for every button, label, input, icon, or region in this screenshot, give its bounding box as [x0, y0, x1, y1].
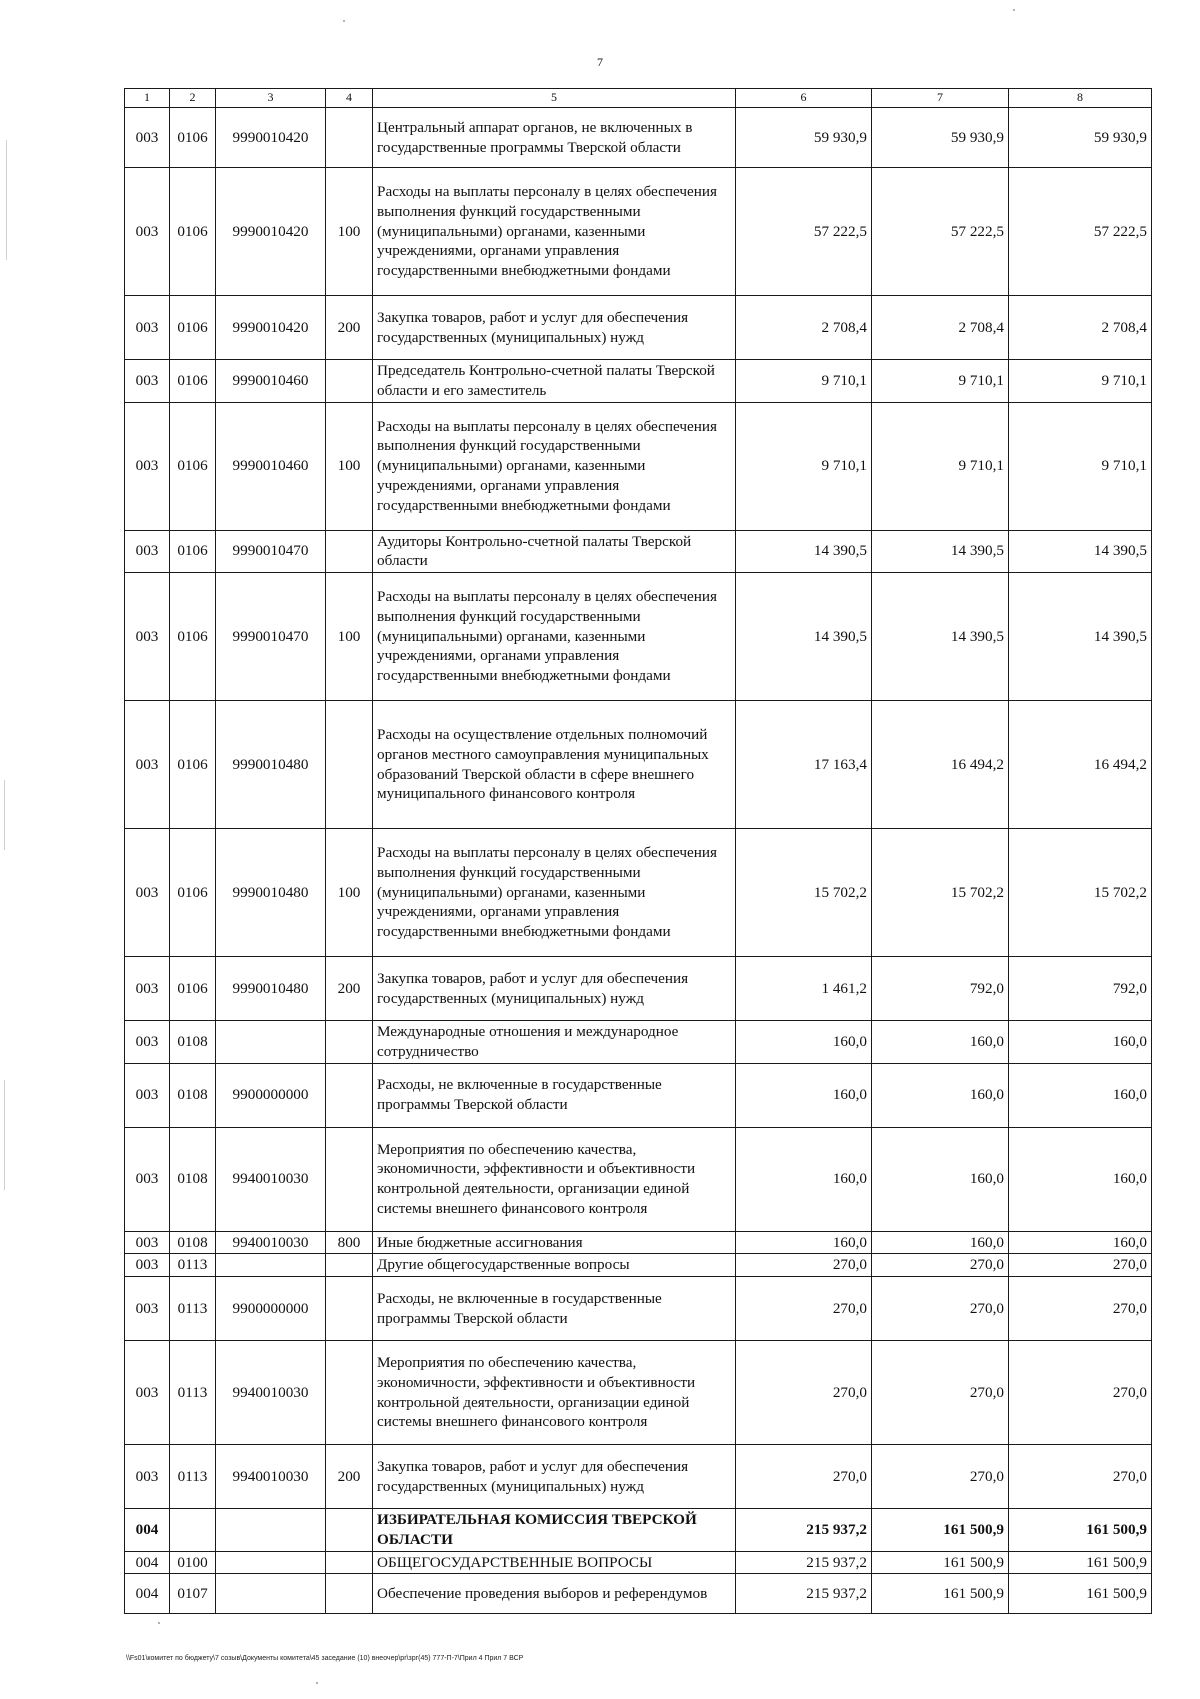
amount-col7-cell: 270,0	[872, 1341, 1009, 1445]
description-cell: Центральный аппарат органов, не включенных в государственные программы Тверской области	[373, 108, 736, 168]
amount-col8-cell: 160,0	[1009, 1127, 1152, 1231]
section-code-cell: 0106	[170, 402, 216, 530]
expense-type-cell	[326, 108, 373, 168]
chapter-code-cell: 003	[125, 1231, 170, 1254]
amount-col7-cell: 9 710,1	[872, 360, 1009, 403]
amount-col8-cell: 792,0	[1009, 957, 1152, 1021]
amount-col8-cell: 161 500,9	[1009, 1574, 1152, 1614]
section-code-cell: 0106	[170, 957, 216, 1021]
table-row	[125, 1551, 1152, 1574]
target-article-cell: 9990010460	[216, 360, 326, 403]
amount-col7-cell: 161 500,9	[872, 1574, 1009, 1614]
amount-col6-cell: 270,0	[736, 1445, 872, 1509]
amount-col7-cell: 270,0	[872, 1277, 1009, 1341]
column-number: 6	[736, 89, 872, 108]
target-article-cell: 9990010480	[216, 829, 326, 957]
amount-col6-cell: 9 710,1	[736, 402, 872, 530]
amount-col6-cell: 14 390,5	[736, 530, 872, 573]
expense-type-cell	[326, 360, 373, 403]
description-cell: ИЗБИРАТЕЛЬНАЯ КОМИССИЯ ТВЕРСКОЙ ОБЛАСТИ	[373, 1509, 736, 1552]
target-article-cell: 9990010480	[216, 957, 326, 1021]
expense-type-cell	[326, 1277, 373, 1341]
chapter-code-cell: 003	[125, 573, 170, 701]
section-code-cell: 0108	[170, 1063, 216, 1127]
chapter-code-cell: 003	[125, 1254, 170, 1277]
chapter-code-cell: 003	[125, 957, 170, 1021]
expense-type-cell	[326, 1021, 373, 1064]
column-number: 8	[1009, 89, 1152, 108]
description-cell: Расходы на выплаты персоналу в целях обеспечения выполнения функций государственными (муниципальными) органами, казенными учреждениями, органами управления государственными внебюджетными фондами	[373, 168, 736, 296]
amount-col6-cell: 15 702,2	[736, 829, 872, 957]
section-code-cell: 0107	[170, 1574, 216, 1614]
amount-col8-cell: 270,0	[1009, 1254, 1152, 1277]
description-cell: Закупка товаров, работ и услуг для обеспечения государственных (муниципальных) нужд	[373, 1445, 736, 1509]
chapter-code-cell: 004	[125, 1574, 170, 1614]
table-row	[125, 1021, 1152, 1064]
column-number: 5	[373, 89, 736, 108]
description-cell: Расходы, не включенные в государственные программы Тверской области	[373, 1277, 736, 1341]
scan-speck	[316, 1682, 318, 1684]
target-article-cell: 9990010460	[216, 402, 326, 530]
amount-col8-cell: 14 390,5	[1009, 530, 1152, 573]
amount-col6-cell: 215 937,2	[736, 1551, 872, 1574]
amount-col6-cell: 160,0	[736, 1231, 872, 1254]
description-cell: ОБЩЕГОСУДАРСТВЕННЫЕ ВОПРОСЫ	[373, 1551, 736, 1574]
amount-col8-cell: 161 500,9	[1009, 1509, 1152, 1552]
table-row	[125, 1574, 1152, 1614]
amount-col7-cell: 16 494,2	[872, 701, 1009, 829]
description-cell: Закупка товаров, работ и услуг для обеспечения государственных (муниципальных) нужд	[373, 957, 736, 1021]
amount-col7-cell: 792,0	[872, 957, 1009, 1021]
target-article-cell: 9900000000	[216, 1277, 326, 1341]
section-code-cell	[170, 1509, 216, 1552]
chapter-code-cell: 003	[125, 1445, 170, 1509]
table-row	[125, 829, 1152, 957]
expense-type-cell	[326, 1574, 373, 1614]
amount-col7-cell: 14 390,5	[872, 573, 1009, 701]
expense-type-cell	[326, 1063, 373, 1127]
amount-col7-cell: 161 500,9	[872, 1551, 1009, 1574]
chapter-code-cell: 003	[125, 1021, 170, 1064]
amount-col7-cell: 15 702,2	[872, 829, 1009, 957]
description-cell: Расходы на выплаты персоналу в целях обеспечения выполнения функций государственными (муниципальными) органами, казенными учреждениями, органами управления государственными внебюджетными фондами	[373, 402, 736, 530]
target-article-cell: 9990010420	[216, 108, 326, 168]
amount-col7-cell: 160,0	[872, 1127, 1009, 1231]
amount-col6-cell: 215 937,2	[736, 1509, 872, 1552]
table-row	[125, 168, 1152, 296]
table-row	[125, 957, 1152, 1021]
budget-table-wrapper	[124, 88, 1151, 1614]
chapter-code-cell: 003	[125, 168, 170, 296]
scan-speck	[343, 20, 345, 22]
target-article-cell	[216, 1551, 326, 1574]
table-row	[125, 402, 1152, 530]
table-row	[125, 1341, 1152, 1445]
chapter-code-cell: 003	[125, 1277, 170, 1341]
scan-speck	[1013, 9, 1015, 11]
target-article-cell: 9990010470	[216, 530, 326, 573]
amount-col7-cell: 160,0	[872, 1063, 1009, 1127]
amount-col6-cell: 160,0	[736, 1063, 872, 1127]
amount-col7-cell: 160,0	[872, 1021, 1009, 1064]
target-article-cell: 9940010030	[216, 1127, 326, 1231]
amount-col8-cell: 270,0	[1009, 1277, 1152, 1341]
section-code-cell: 0106	[170, 701, 216, 829]
target-article-cell	[216, 1254, 326, 1277]
amount-col8-cell: 160,0	[1009, 1063, 1152, 1127]
amount-col6-cell: 160,0	[736, 1021, 872, 1064]
amount-col8-cell: 59 930,9	[1009, 108, 1152, 168]
table-row	[125, 360, 1152, 403]
column-number: 7	[872, 89, 1009, 108]
table-row	[125, 296, 1152, 360]
description-cell: Мероприятия по обеспечению качества, экономичности, эффективности и объективности контрольной деятельности, организации единой системы внешнего финансового контроля	[373, 1127, 736, 1231]
chapter-code-cell: 003	[125, 296, 170, 360]
chapter-code-cell: 003	[125, 402, 170, 530]
target-article-cell: 9900000000	[216, 1063, 326, 1127]
table-row	[125, 1231, 1152, 1254]
amount-col6-cell: 215 937,2	[736, 1574, 872, 1614]
section-code-cell: 0113	[170, 1254, 216, 1277]
expense-type-cell	[326, 530, 373, 573]
expense-type-cell: 100	[326, 829, 373, 957]
section-code-cell: 0106	[170, 829, 216, 957]
amount-col7-cell: 59 930,9	[872, 108, 1009, 168]
scan-edge-mark	[4, 1080, 5, 1190]
amount-col7-cell: 2 708,4	[872, 296, 1009, 360]
target-article-cell: 9990010480	[216, 701, 326, 829]
description-cell: Другие общегосударственные вопросы	[373, 1254, 736, 1277]
page-number: 7	[597, 55, 603, 69]
amount-col7-cell: 9 710,1	[872, 402, 1009, 530]
section-code-cell: 0106	[170, 108, 216, 168]
amount-col6-cell: 160,0	[736, 1127, 872, 1231]
column-number: 4	[326, 89, 373, 108]
amount-col7-cell: 270,0	[872, 1254, 1009, 1277]
description-cell: Международные отношения и международное сотрудничество	[373, 1021, 736, 1064]
section-code-cell: 0106	[170, 573, 216, 701]
amount-col8-cell: 9 710,1	[1009, 360, 1152, 403]
description-cell: Мероприятия по обеспечению качества, экономичности, эффективности и объективности контрольной деятельности, организации единой системы внешнего финансового контроля	[373, 1341, 736, 1445]
section-code-cell: 0113	[170, 1277, 216, 1341]
chapter-code-cell: 003	[125, 1127, 170, 1231]
amount-col8-cell: 270,0	[1009, 1341, 1152, 1445]
amount-col6-cell: 9 710,1	[736, 360, 872, 403]
expense-type-cell: 100	[326, 168, 373, 296]
column-number: 3	[216, 89, 326, 108]
chapter-code-cell: 003	[125, 360, 170, 403]
section-code-cell: 0106	[170, 296, 216, 360]
expense-type-cell	[326, 1341, 373, 1445]
target-article-cell: 9990010470	[216, 573, 326, 701]
table-row	[125, 573, 1152, 701]
amount-col8-cell: 15 702,2	[1009, 829, 1152, 957]
amount-col8-cell: 160,0	[1009, 1021, 1152, 1064]
amount-col7-cell: 14 390,5	[872, 530, 1009, 573]
chapter-code-cell: 003	[125, 530, 170, 573]
section-code-cell: 0106	[170, 530, 216, 573]
description-cell: Расходы на выплаты персоналу в целях обеспечения выполнения функций государственными (муниципальными) органами, казенными учреждениями, органами управления государственными внебюджетными фондами	[373, 573, 736, 701]
amount-col6-cell: 1 461,2	[736, 957, 872, 1021]
file-path-footer: \\Fs01\комитет по бюджету\7 созыв\Документы комитета\45 заседание (10) внеочер\pr\зрг(45) 777-П-7\Прил 4 Прил 7 ВСР	[126, 1655, 524, 1662]
expense-type-cell: 100	[326, 573, 373, 701]
amount-col8-cell: 57 222,5	[1009, 168, 1152, 296]
expense-type-cell	[326, 1127, 373, 1231]
amount-col7-cell: 57 222,5	[872, 168, 1009, 296]
expense-type-cell	[326, 1509, 373, 1552]
amount-col6-cell: 270,0	[736, 1341, 872, 1445]
target-article-cell	[216, 1574, 326, 1614]
target-article-cell	[216, 1509, 326, 1552]
budget-table	[124, 88, 1152, 1614]
description-cell: Аудиторы Контрольно-счетной палаты Тверской области	[373, 530, 736, 573]
chapter-code-cell: 003	[125, 108, 170, 168]
expense-type-cell: 200	[326, 1445, 373, 1509]
expense-type-cell: 100	[326, 402, 373, 530]
target-article-cell	[216, 1021, 326, 1064]
expense-type-cell: 200	[326, 296, 373, 360]
description-cell: Расходы на осуществление отдельных полномочий органов местного самоуправления муниципальных образований Тверской области в сфере внешнего муниципального финансового контроля	[373, 701, 736, 829]
description-cell: Расходы, не включенные в государственные программы Тверской области	[373, 1063, 736, 1127]
amount-col6-cell: 17 163,4	[736, 701, 872, 829]
chapter-code-cell: 003	[125, 1341, 170, 1445]
chapter-code-cell: 004	[125, 1509, 170, 1552]
table-row	[125, 1509, 1152, 1552]
expense-type-cell	[326, 1254, 373, 1277]
amount-col6-cell: 57 222,5	[736, 168, 872, 296]
description-cell: Расходы на выплаты персоналу в целях обеспечения выполнения функций государственными (муниципальными) органами, казенными учреждениями, органами управления государственными внебюджетными фондами	[373, 829, 736, 957]
table-row	[125, 1254, 1152, 1277]
target-article-cell: 9940010030	[216, 1231, 326, 1254]
expense-type-cell: 800	[326, 1231, 373, 1254]
scan-edge-mark	[4, 780, 5, 850]
description-cell: Обеспечение проведения выборов и референдумов	[373, 1574, 736, 1614]
description-cell: Иные бюджетные ассигнования	[373, 1231, 736, 1254]
table-row	[125, 1277, 1152, 1341]
amount-col8-cell: 14 390,5	[1009, 573, 1152, 701]
table-row	[125, 701, 1152, 829]
table-row	[125, 1445, 1152, 1509]
column-number: 2	[170, 89, 216, 108]
section-code-cell: 0108	[170, 1127, 216, 1231]
description-cell: Закупка товаров, работ и услуг для обеспечения государственных (муниципальных) нужд	[373, 296, 736, 360]
expense-type-cell: 200	[326, 957, 373, 1021]
amount-col7-cell: 161 500,9	[872, 1509, 1009, 1552]
description-cell: Председатель Контрольно-счетной палаты Тверской области и его заместитель	[373, 360, 736, 403]
amount-col8-cell: 16 494,2	[1009, 701, 1152, 829]
section-code-cell: 0113	[170, 1341, 216, 1445]
scan-edge-mark	[6, 140, 7, 260]
expense-type-cell	[326, 701, 373, 829]
target-article-cell: 9990010420	[216, 168, 326, 296]
amount-col8-cell: 9 710,1	[1009, 402, 1152, 530]
section-code-cell: 0108	[170, 1231, 216, 1254]
column-number: 1	[125, 89, 170, 108]
section-code-cell: 0106	[170, 360, 216, 403]
table-row	[125, 1063, 1152, 1127]
target-article-cell: 9940010030	[216, 1445, 326, 1509]
chapter-code-cell: 003	[125, 829, 170, 957]
amount-col6-cell: 2 708,4	[736, 296, 872, 360]
column-number-row	[125, 89, 1152, 108]
amount-col6-cell: 270,0	[736, 1277, 872, 1341]
target-article-cell: 9940010030	[216, 1341, 326, 1445]
table-row	[125, 1127, 1152, 1231]
expense-type-cell	[326, 1551, 373, 1574]
amount-col8-cell: 160,0	[1009, 1231, 1152, 1254]
table-row	[125, 108, 1152, 168]
amount-col6-cell: 14 390,5	[736, 573, 872, 701]
amount-col7-cell: 160,0	[872, 1231, 1009, 1254]
amount-col8-cell: 270,0	[1009, 1445, 1152, 1509]
chapter-code-cell: 003	[125, 1063, 170, 1127]
amount-col6-cell: 59 930,9	[736, 108, 872, 168]
chapter-code-cell: 004	[125, 1551, 170, 1574]
table-row	[125, 530, 1152, 573]
amount-col8-cell: 161 500,9	[1009, 1551, 1152, 1574]
section-code-cell: 0113	[170, 1445, 216, 1509]
section-code-cell: 0108	[170, 1021, 216, 1064]
target-article-cell: 9990010420	[216, 296, 326, 360]
amount-col6-cell: 270,0	[736, 1254, 872, 1277]
chapter-code-cell: 003	[125, 701, 170, 829]
amount-col8-cell: 2 708,4	[1009, 296, 1152, 360]
amount-col7-cell: 270,0	[872, 1445, 1009, 1509]
section-code-cell: 0100	[170, 1551, 216, 1574]
section-code-cell: 0106	[170, 168, 216, 296]
scan-speck	[158, 1622, 160, 1624]
